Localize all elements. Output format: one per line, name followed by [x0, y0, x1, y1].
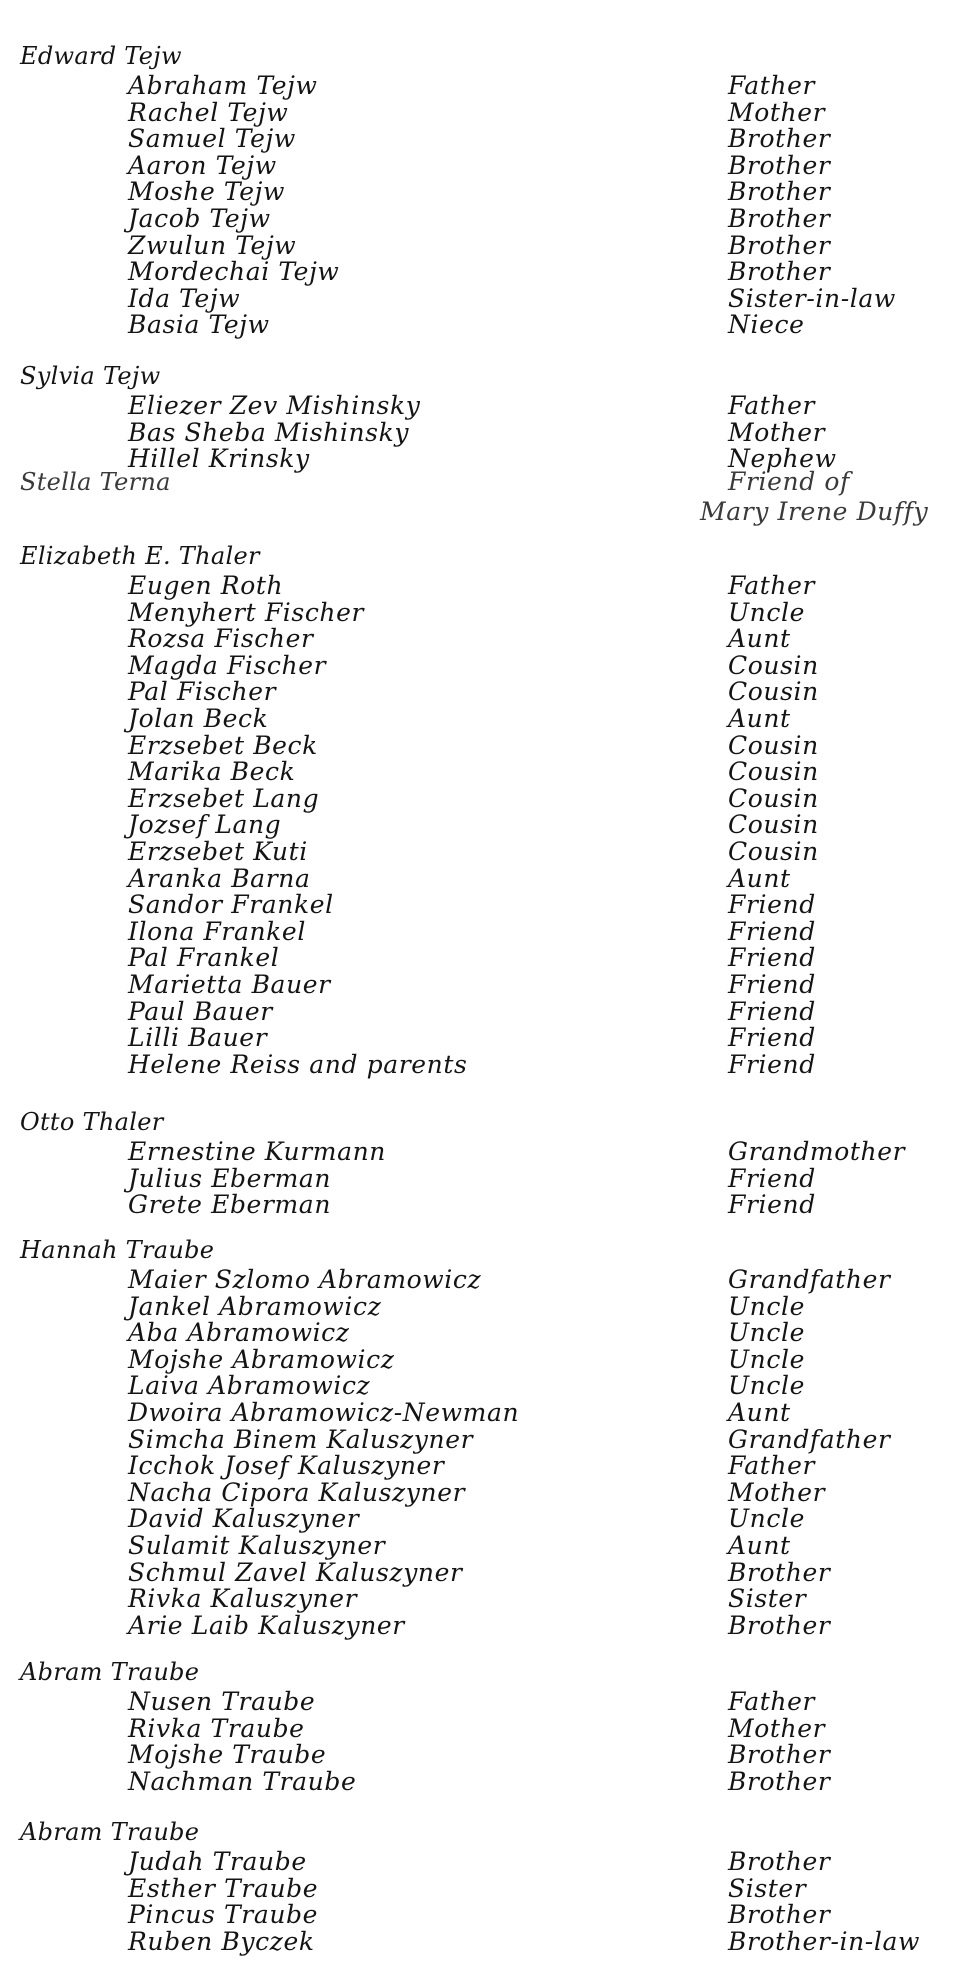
member-relation: Friend: [728, 1190, 816, 1219]
member-name: Rivka Kaluszyner: [128, 1584, 358, 1613]
member-row: [0, 1479, 980, 1507]
member-relation: Uncle: [728, 1371, 805, 1400]
member-row: [0, 1452, 980, 1480]
member-row: [0, 178, 980, 206]
member-row: [0, 998, 980, 1026]
group-heading: [0, 362, 980, 390]
member-row: [0, 865, 980, 893]
member-name: Aba Abramowicz: [128, 1318, 350, 1347]
member-name: Hillel Krinsky: [128, 444, 310, 473]
heading-name: Edward Tejw: [20, 42, 182, 70]
member-name: Paul Bauer: [128, 997, 273, 1026]
member-name: Pal Fischer: [128, 677, 277, 706]
member-name: Jozsef Lang: [128, 810, 282, 839]
member-row: [0, 1293, 980, 1321]
member-row: [0, 572, 980, 600]
member-name: Marika Beck: [128, 757, 296, 786]
member-name: Aaron Tejw: [128, 151, 277, 180]
member-relation: Nephew: [728, 444, 837, 473]
member-name: Erzsebet Kuti: [128, 837, 308, 866]
member-relation: Brother-in-law: [728, 1927, 920, 1956]
member-name: Abraham Tejw: [128, 71, 318, 100]
member-relation: Father: [728, 391, 816, 420]
heading-name: Elizabeth E. Thaler: [20, 542, 260, 570]
member-relation: Grandmother: [728, 1137, 906, 1166]
member-relation: Sister: [728, 1584, 807, 1613]
member-row: [0, 1741, 980, 1769]
member-relation: Cousin: [728, 837, 819, 866]
member-row: [0, 678, 980, 706]
member-relation: Sister-in-law: [728, 284, 896, 313]
member-row: [0, 1928, 980, 1956]
member-name: Julius Eberman: [128, 1164, 332, 1193]
member-row: [0, 1715, 980, 1743]
member-relation: Friend: [728, 890, 816, 919]
member-relation: Brother: [728, 1611, 831, 1640]
member-relation: Brother: [728, 177, 831, 206]
member-row: [0, 1688, 980, 1716]
member-name: Jacob Tejw: [128, 204, 271, 233]
member-name: Menyhert Fischer: [128, 598, 365, 627]
member-row: [0, 99, 980, 127]
member-relation: Friend: [728, 917, 816, 946]
group-heading: [0, 542, 980, 570]
member-name: Zwulun Tejw: [128, 231, 297, 260]
member-name: David Kaluszyner: [128, 1504, 360, 1533]
member-name: Maier Szlomo Abramowicz: [128, 1265, 482, 1294]
member-relation: Grandfather: [728, 1265, 891, 1294]
heading-relation-continued: Mary Irene Duffy: [700, 497, 929, 526]
member-relation: Brother: [728, 231, 831, 260]
member-relation: Mother: [728, 98, 826, 127]
member-row: [0, 1585, 980, 1613]
group-heading: [0, 1108, 980, 1136]
member-name: Ida Tejw: [128, 284, 241, 313]
member-relation: Uncle: [728, 1504, 805, 1533]
member-name: Jolan Beck: [128, 704, 269, 733]
member-row: [0, 1138, 980, 1166]
member-row: [0, 758, 980, 786]
member-name: Basia Tejw: [128, 310, 270, 339]
member-row: [0, 705, 980, 733]
member-name: Arie Laib Kaluszyner: [128, 1611, 405, 1640]
member-row: [0, 1191, 980, 1219]
member-relation: Father: [728, 1687, 816, 1716]
member-relation: Friend: [728, 943, 816, 972]
member-row: [0, 1165, 980, 1193]
member-name: Icchok Josef Kaluszyner: [128, 1451, 445, 1480]
member-row: [0, 1612, 980, 1640]
member-relation: Aunt: [728, 1531, 791, 1560]
member-row: [0, 1768, 980, 1796]
member-name: Nacha Cipora Kaluszyner: [128, 1478, 466, 1507]
member-row: [0, 1024, 980, 1052]
member-relation: Father: [728, 571, 816, 600]
member-name: Sulamit Kaluszyner: [128, 1531, 386, 1560]
member-name: Dwoira Abramowicz-Newman: [128, 1398, 520, 1427]
member-relation: Mother: [728, 1478, 826, 1507]
group-heading: [0, 1236, 980, 1264]
heading-name: Abram Traube: [20, 1818, 200, 1846]
member-name: Eliezer Zev Mishinsky: [128, 391, 421, 420]
member-relation: Brother: [728, 1558, 831, 1587]
member-row: [0, 258, 980, 286]
member-name: Judah Traube: [128, 1847, 307, 1876]
member-relation: Aunt: [728, 1398, 791, 1427]
member-row: [0, 125, 980, 153]
member-row: [0, 732, 980, 760]
member-row: [0, 392, 980, 420]
member-relation: Friend: [728, 970, 816, 999]
member-row: [0, 625, 980, 653]
member-row: [0, 1372, 980, 1400]
member-name: Pincus Traube: [128, 1900, 319, 1929]
member-name: Ilona Frankel: [128, 917, 306, 946]
member-relation: Cousin: [728, 731, 819, 760]
member-row: [0, 1505, 980, 1533]
member-relation: Uncle: [728, 598, 805, 627]
member-row: [0, 1848, 980, 1876]
member-name: Grete Eberman: [128, 1190, 332, 1219]
heading-name: Stella Terna: [20, 468, 171, 496]
member-relation: Uncle: [728, 1292, 805, 1321]
member-row: [0, 285, 980, 313]
member-name: Mordechai Tejw: [128, 257, 340, 286]
member-name: Esther Traube: [128, 1874, 319, 1903]
member-name: Simcha Binem Kaluszyner: [128, 1425, 474, 1454]
member-relation: Friend: [728, 1164, 816, 1193]
member-row: [0, 205, 980, 233]
member-relation: Uncle: [728, 1345, 805, 1374]
member-name: Rivka Traube: [128, 1714, 305, 1743]
member-name: Magda Fischer: [128, 651, 327, 680]
member-relation: Brother: [728, 124, 831, 153]
member-name: Schmul Zavel Kaluszyner: [128, 1558, 463, 1587]
member-relation: Niece: [728, 310, 805, 339]
group-heading: [0, 42, 980, 70]
member-relation: Cousin: [728, 784, 819, 813]
member-row: [0, 838, 980, 866]
member-name: Pal Frankel: [128, 943, 280, 972]
member-relation: Father: [728, 71, 816, 100]
member-name: Moshe Tejw: [128, 177, 286, 206]
member-name: Laiva Abramowicz: [128, 1371, 371, 1400]
member-row: [0, 232, 980, 260]
member-row: [0, 311, 980, 339]
member-name: Mojshe Traube: [128, 1740, 327, 1769]
member-relation: Brother: [728, 1740, 831, 1769]
member-name: Erzsebet Lang: [128, 784, 320, 813]
member-relation: Brother: [728, 257, 831, 286]
member-name: Lilli Bauer: [128, 1023, 268, 1052]
member-name: Marietta Bauer: [128, 970, 331, 999]
member-row: [0, 891, 980, 919]
member-relation: Cousin: [728, 810, 819, 839]
member-name: Eugen Roth: [128, 571, 284, 600]
group-heading: [0, 1818, 980, 1846]
member-relation: Cousin: [728, 651, 819, 680]
member-row: [0, 1051, 980, 1079]
member-row: [0, 811, 980, 839]
member-row: [0, 1346, 980, 1374]
member-name: Aranka Barna: [128, 864, 311, 893]
member-row: [0, 1426, 980, 1454]
heading-relation: Friend of: [728, 467, 850, 496]
member-row: [0, 918, 980, 946]
member-row: [0, 152, 980, 180]
group-heading: [0, 467, 980, 526]
member-row: [0, 1559, 980, 1587]
heading-name: Otto Thaler: [20, 1108, 164, 1136]
member-relation: Aunt: [728, 704, 791, 733]
member-row: [0, 1319, 980, 1347]
member-name: Nusen Traube: [128, 1687, 316, 1716]
member-relation: Brother: [728, 1767, 831, 1796]
member-relation: Aunt: [728, 864, 791, 893]
heading-name: Abram Traube: [20, 1658, 200, 1686]
member-row: [0, 419, 980, 447]
member-relation: Sister: [728, 1874, 807, 1903]
member-row: [0, 971, 980, 999]
member-row: [0, 72, 980, 100]
member-relation: Friend: [728, 1023, 816, 1052]
member-relation: Brother: [728, 1847, 831, 1876]
member-row: [0, 1532, 980, 1560]
member-name: Ernestine Kurmann: [128, 1137, 387, 1166]
heading-name: Hannah Traube: [20, 1236, 215, 1264]
member-row: [0, 944, 980, 972]
member-relation: Brother: [728, 1900, 831, 1929]
member-row: [0, 785, 980, 813]
member-row: [0, 1901, 980, 1929]
member-relation: Cousin: [728, 677, 819, 706]
member-relation: Brother: [728, 204, 831, 233]
member-relation: Uncle: [728, 1318, 805, 1347]
member-relation: Grandfather: [728, 1425, 891, 1454]
member-relation: Friend: [728, 1050, 816, 1079]
member-name: Ruben Byczek: [128, 1927, 315, 1956]
member-name: Erzsebet Beck: [128, 731, 318, 760]
member-name: Mojshe Abramowicz: [128, 1345, 395, 1374]
group-heading: [0, 1658, 980, 1686]
member-name: Rachel Tejw: [128, 98, 289, 127]
member-row: [0, 1399, 980, 1427]
member-relation: Brother: [728, 151, 831, 180]
member-name: Samuel Tejw: [128, 124, 296, 153]
member-name: Sandor Frankel: [128, 890, 334, 919]
member-row: [0, 599, 980, 627]
member-name: Bas Sheba Mishinsky: [128, 418, 410, 447]
member-row: [0, 1266, 980, 1294]
member-name: Helene Reiss and parents: [128, 1050, 468, 1079]
member-relation: Father: [728, 1451, 816, 1480]
member-row: [0, 1875, 980, 1903]
member-relation: Mother: [728, 1714, 826, 1743]
member-name: Rozsa Fischer: [128, 624, 314, 653]
member-relation: Friend: [728, 997, 816, 1026]
member-name: Nachman Traube: [128, 1767, 357, 1796]
member-relation: Mother: [728, 418, 826, 447]
member-relation: Aunt: [728, 624, 791, 653]
member-relation: Cousin: [728, 757, 819, 786]
member-name: Jankel Abramowicz: [128, 1292, 382, 1321]
member-row: [0, 652, 980, 680]
heading-name: Sylvia Tejw: [20, 362, 161, 390]
